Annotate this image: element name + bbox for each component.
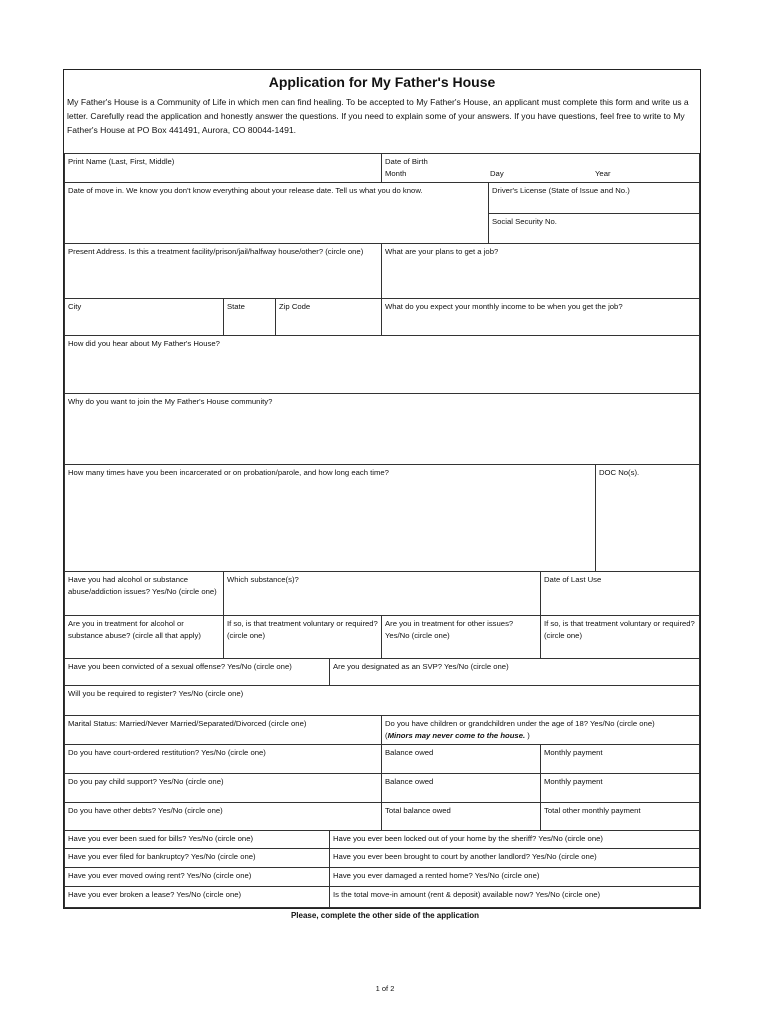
broken-lease-field[interactable] — [64, 886, 330, 908]
move-in-amount-field[interactable] — [329, 886, 700, 908]
dob-field[interactable] — [381, 153, 700, 183]
incarceration-field[interactable] — [64, 464, 596, 572]
sued-label: Have you ever been sued for bills? Yes/No (circle one) — [68, 834, 254, 843]
svp-field[interactable] — [329, 658, 700, 686]
page-number: 1 of 2 — [375, 984, 395, 993]
treatment-voluntary-label-2: If so, is that treatment voluntary or required? (circle one) — [544, 619, 695, 640]
sexual-offense-label: Have you been convicted of a sexual offense? Yes/No (circle one) — [68, 662, 292, 671]
damaged-home-label: Have you ever damaged a rented home? Yes/No (circle one) — [333, 871, 540, 880]
day-label: Day — [490, 169, 504, 178]
income-field[interactable] — [381, 298, 700, 336]
minors-paren-open: ( — [385, 730, 388, 740]
city-field[interactable] — [64, 298, 224, 336]
register-field[interactable] — [64, 685, 700, 716]
job-plans-label: What are your plans to get a job? — [385, 247, 499, 256]
court-landlord-field[interactable] — [329, 848, 700, 868]
month-label: Month — [385, 169, 407, 178]
how-hear-label: How did you hear about My Father's House? — [68, 339, 220, 348]
move-in-date-field[interactable] — [64, 182, 489, 244]
broken-lease-label: Have you ever broken a lease? Yes/No (circle one) — [68, 890, 242, 899]
present-address-field[interactable] — [64, 243, 382, 299]
state-field[interactable] — [223, 298, 276, 336]
moved-owing-field[interactable] — [64, 867, 330, 887]
restitution-monthly-label: Monthly payment — [544, 748, 603, 757]
present-address-label: Present Address. Is this a treatment facility/prison/jail/halfway house/other? (circle one) — [68, 247, 364, 256]
total-monthly-label: Total other monthly payment — [544, 806, 641, 815]
treatment-other-label: Are you in treatment for other issues? Yes/No (circle one) — [385, 619, 514, 640]
incarceration-label: How many times have you been incarcerated or on probation/parole, and how long each time? — [68, 468, 389, 477]
intro-text: My Father's House is a Community of Life in which men can find healing. To be accepted to My Father's House, an applicant must complete this form and write us a letter. Carefully read the application and honestly answer the questions. If you need to explain some of your answers. If you have questions, feel free to write to My Father's House at PO Box 441491, Aurora, CO 80044-1491. — [67, 97, 689, 135]
why-join-field[interactable] — [64, 393, 700, 465]
restitution-field[interactable] — [64, 744, 382, 774]
register-label: Will you be required to register? Yes/No (circle one) — [68, 689, 244, 698]
drivers-license-field[interactable] — [488, 182, 700, 214]
why-join-label: Why do you want to join the My Father's House community? — [68, 397, 273, 406]
drivers-license-label: Driver's License (State of Issue and No.) — [492, 186, 630, 195]
substances-field[interactable] — [223, 571, 541, 616]
marital-status-label: Marital Status: Married/Never Married/Separated/Divorced (circle one) — [68, 719, 307, 728]
alcohol-field[interactable] — [64, 571, 224, 616]
state-label: State — [227, 302, 245, 311]
restitution-balance-label: Balance owed — [385, 748, 434, 757]
child-support-label: Do you pay child support? Yes/No (circle one) — [68, 777, 224, 786]
year-label: Year — [595, 169, 611, 178]
ssn-label: Social Security No. — [492, 217, 557, 226]
restitution-monthly-field[interactable] — [540, 744, 700, 774]
doc-label: DOC No(s). — [599, 468, 640, 477]
child-support-field[interactable] — [64, 773, 382, 803]
move-in-amount-label: Is the total move-in amount (rent & deposit) available now? Yes/No (circle one) — [333, 890, 601, 899]
last-use-label: Date of Last Use — [544, 575, 602, 584]
minors-paren-close: ) — [525, 730, 530, 740]
locked-out-field[interactable] — [329, 830, 700, 849]
child-support-monthly-label: Monthly payment — [544, 777, 603, 786]
child-support-balance-label: Balance owed — [385, 777, 434, 786]
how-hear-field[interactable] — [64, 335, 700, 394]
svp-label: Are you designated as an SVP? Yes/No (circle one) — [333, 662, 509, 671]
sued-field[interactable] — [64, 830, 330, 849]
total-monthly-field[interactable] — [540, 802, 700, 831]
total-balance-field[interactable] — [381, 802, 541, 831]
damaged-home-field[interactable] — [329, 867, 700, 887]
city-label: City — [68, 302, 82, 311]
treatment-voluntary-label-1: If so, is that treatment voluntary or required? (circle one) — [227, 619, 378, 640]
restitution-balance-field[interactable] — [381, 744, 541, 774]
print-name-field[interactable] — [64, 153, 382, 183]
locked-out-label: Have you ever been locked out of your home by the sheriff? Yes/No (circle one) — [333, 834, 603, 843]
job-plans-field[interactable] — [381, 243, 700, 299]
treatment-other-field[interactable] — [381, 615, 541, 659]
ssn-field[interactable] — [488, 213, 700, 244]
zip-field[interactable] — [275, 298, 382, 336]
form-title: Application for My Father's House — [268, 74, 496, 90]
treatment-voluntary-field-1[interactable] — [223, 615, 382, 659]
bankruptcy-label: Have you ever filed for bankruptcy? Yes/No (circle one) — [68, 852, 256, 861]
substances-label: Which substance(s)? — [227, 575, 299, 584]
bankruptcy-field[interactable] — [64, 848, 330, 868]
treatment-alcohol-field[interactable] — [64, 615, 224, 659]
children-field[interactable] — [381, 715, 700, 745]
treatment-voluntary-field-2[interactable] — [540, 615, 700, 659]
application-form — [63, 69, 701, 909]
doc-number-field[interactable] — [595, 464, 700, 572]
court-landlord-label: Have you ever been brought to court by another landlord? Yes/No (circle one) — [333, 852, 597, 861]
children-label: Do you have children or grandchildren under the age of 18? Yes/No (circle one) — [385, 719, 655, 728]
move-in-label: Date of move in. We know you don't know everything about your release date. Tell us what you do know. — [68, 186, 423, 195]
restitution-label: Do you have court-ordered restitution? Yes/No (circle one) — [68, 748, 266, 757]
child-support-monthly-field[interactable] — [540, 773, 700, 803]
print-name-label: Print Name (Last, First, Middle) — [68, 157, 175, 166]
marital-status-field[interactable] — [64, 715, 382, 745]
dob-label: Date of Birth — [385, 157, 428, 166]
footer-note: Please, complete the other side of the application — [290, 911, 480, 920]
alcohol-label: Have you had alcohol or substance abuse/addiction issues? Yes/No (circle one) — [68, 575, 217, 596]
sexual-offense-field[interactable] — [64, 658, 330, 686]
minors-note: Minors may never come to the house. — [387, 730, 526, 740]
other-debts-label: Do you have other debts? Yes/No (circle one) — [68, 806, 223, 815]
child-support-balance-field[interactable] — [381, 773, 541, 803]
other-debts-field[interactable] — [64, 802, 382, 831]
total-balance-label: Total balance owed — [385, 806, 451, 815]
treatment-alcohol-label: Are you in treatment for alcohol or substance abuse? (circle all that apply) — [68, 619, 201, 640]
income-label: What do you expect your monthly income to be when you get the job? — [385, 302, 623, 311]
last-use-field[interactable] — [540, 571, 700, 616]
zip-label: Zip Code — [279, 302, 311, 311]
moved-owing-label: Have you ever moved owing rent? Yes/No (circle one) — [68, 871, 252, 880]
